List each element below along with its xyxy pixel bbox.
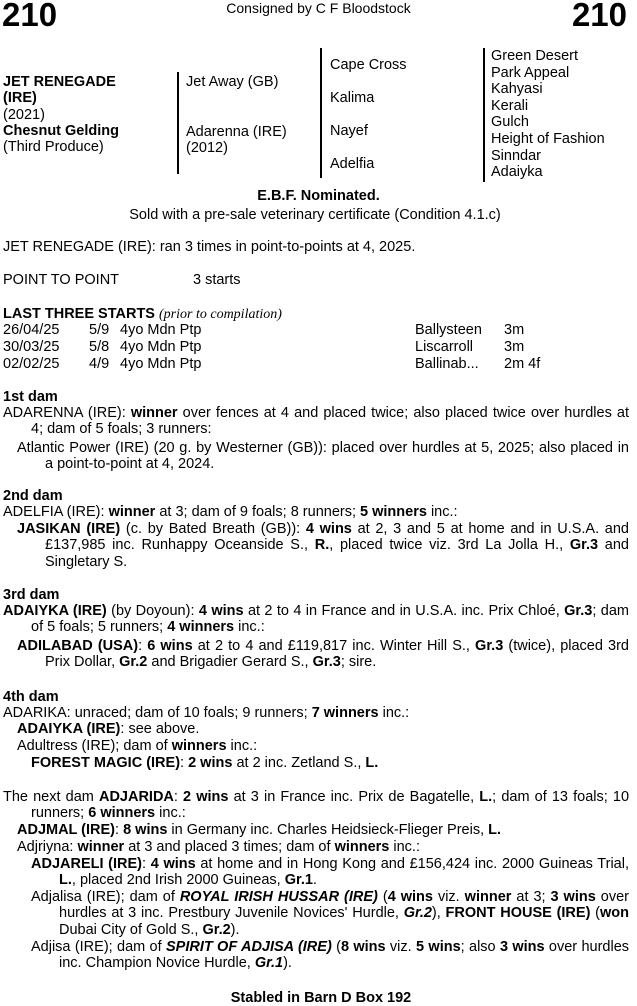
- race-summary: JET RENEGADE (IRE): ran 3 times in point-to-points at 4, 2025.: [3, 239, 416, 255]
- horse-year: (2021): [3, 106, 45, 123]
- start-course: Liscarroll: [415, 339, 474, 355]
- start-date: 26/04/25: [3, 322, 60, 338]
- dam3-heading: 3rd dam: [3, 587, 60, 603]
- footer-stabled: Stabled in Barn D Box 192: [230, 990, 412, 1006]
- horse-name: JET RENEGADE: [3, 74, 116, 90]
- start-pos: 5/8: [89, 339, 110, 355]
- start-race: 4yo Mdn Ptp: [120, 339, 202, 355]
- pedigree-gen2-1: Cape Cross: [330, 57, 407, 73]
- pedigree-gen3-3: Kahyasi: [491, 81, 543, 98]
- last-starts-note: (prior to compilation): [159, 307, 282, 322]
- horse-sex-colour: Chesnut Gelding: [3, 122, 119, 139]
- pedigree-gen3-6: Height of Fashion: [491, 130, 605, 147]
- lot-number-left: 210: [2, 0, 58, 33]
- last-starts-title: LAST THREE STARTS: [3, 306, 155, 322]
- pedigree-divider-3: [483, 48, 485, 182]
- start-pos: 4/9: [89, 356, 110, 372]
- dam4-progeny-1: ADAIYKA (IRE): see above.: [17, 721, 200, 737]
- last-starts-heading: [3, 306, 282, 323]
- pedigree-gen3-2: Park Appeal: [491, 64, 570, 81]
- dam4-heading: 4th dam: [3, 689, 59, 705]
- start-date: 02/02/25: [3, 356, 60, 372]
- next-dam-progeny-1: ADJMAL (IRE): 8 wins in Germany inc. Charles Heidsieck-Flieger Preis, L.: [17, 822, 502, 838]
- horse-info: [3, 74, 119, 155]
- start-race: 4yo Mdn Ptp: [120, 356, 202, 372]
- dam3-progeny: ADILABAD (USA): 6 wins at 2 to 4 and £119,817 inc. Winter Hill S., Gr.3 (twice), placed 3rd Prix Dollar, Gr.2 and Brigadier Gerard S., Gr.3; sire.: [17, 638, 629, 671]
- ptp-label: POINT TO POINT: [3, 272, 120, 288]
- dam4-progeny-3: FOREST MAGIC (IRE): 2 wins at 2 inc. Zetland S., L.: [31, 755, 379, 771]
- pedigree-sire: Jet Away (GB): [186, 74, 279, 90]
- ptp-value: 3 starts: [193, 272, 241, 288]
- next-dam-progeny-3: ADJARELI (IRE): 4 wins at home and in Hong Kong and £156,424 inc. 2000 Guineas Trial, L., placed 2nd Irish 2000 Guineas, Gr.1.: [31, 856, 629, 889]
- vet-certificate: Sold with a pre-sale veterinary certificate (Condition 4.1.c): [129, 207, 501, 223]
- dam2-text: ADELFIA (IRE): winner at 3; dam of 9 foals; 8 runners; 5 winners inc.:: [3, 504, 458, 520]
- pedigree-gen3-1: Green Desert: [491, 48, 579, 64]
- horse-country: (IRE): [3, 90, 37, 107]
- start-distance: 2m 4f: [504, 356, 541, 372]
- next-dam-progeny-4: Adjalisa (IRE); dam of ROYAL IRISH HUSSAR (IRE) (4 wins viz. winner at 3; 3 wins over hurdles at 3 inc. Prestbury Juvenile Novices' Hurdle, Gr.2), FRONT HOUSE (IRE) (won Dubai City of Gold S., Gr.2).: [31, 889, 629, 938]
- horse-produce: (Third Produce): [3, 139, 104, 156]
- pedigree-gen3-4: Kerali: [491, 97, 529, 114]
- start-distance: 3m: [504, 322, 525, 338]
- start-row: [0, 322, 637, 338]
- dam4-progeny-2: Adultress (IRE); dam of winners inc.:: [17, 738, 258, 754]
- pedigree-gen2-3: Nayef: [330, 123, 368, 139]
- start-race: 4yo Mdn Ptp: [120, 322, 202, 338]
- dam2-heading: 2nd dam: [3, 488, 63, 504]
- ebf-nominated: E.B.F. Nominated.: [257, 188, 380, 204]
- start-pos: 5/9: [89, 322, 110, 338]
- dam1-heading: 1st dam: [3, 389, 58, 405]
- dam2-progeny: JASIKAN (IRE) (c. by Bated Breath (GB)): 4 wins at 2, 3 and 5 at home and in U.S.A. and £137,985 inc. Runhappy Oceanside S., R., placed twice viz. 3rd La Jolla H., Gr.3 and Singletary S.: [17, 521, 629, 570]
- pedigree-gen2-4: Adelfia: [330, 156, 375, 172]
- next-dam-progeny-5: Adjisa (IRE); dam of SPIRIT OF ADJISA (IRE) (8 wins viz. 5 wins; also 3 wins over hurdles inc. Champion Novice Hurdle, Gr.1).: [31, 939, 630, 972]
- dam1-progeny: Atlantic Power (IRE) (20 g. by Westerner (GB)): placed over hurdles at 5, 2025; also placed in a point-to-point at 4, 2024.: [17, 440, 629, 473]
- pedigree-gen3-8: Adaiyka: [491, 164, 543, 181]
- pedigree-gen2-2: Kalima: [330, 90, 375, 106]
- pedigree-divider-1: [177, 72, 179, 174]
- pedigree-dam-year: (2012): [186, 140, 228, 156]
- start-course: Ballinab...: [415, 356, 479, 372]
- next-dam-text: The next dam ADJARIDA: 2 wins at 3 in France inc. Prix de Bagatelle, L.; dam of 13 foals; 10 runners; 6 winners inc.:: [3, 789, 630, 822]
- start-course: Ballysteen: [415, 322, 482, 338]
- pedigree-gen3-7: Sinndar: [491, 147, 541, 164]
- start-row: [0, 339, 637, 355]
- next-dam-progeny-2: Adjriyna: winner at 3 and placed 3 times; dam of winners inc.:: [17, 839, 420, 855]
- consignor: Consigned by C F Bloodstock: [226, 0, 411, 16]
- pedigree-dam: Adarenna (IRE): [186, 124, 287, 140]
- lot-number-right: 210: [571, 0, 627, 33]
- pedigree-gen3-5: Gulch: [491, 114, 529, 131]
- dam4-text: ADARIKA: unraced; dam of 10 foals; 9 runners; 7 winners inc.:: [3, 705, 410, 721]
- dam1-text: ADARENNA (IRE): winner over fences at 4 and placed twice; also placed twice over hurdles at 4; dam of 5 foals; 3 runners:: [3, 405, 629, 438]
- pedigree-divider-2: [320, 48, 322, 178]
- start-date: 30/03/25: [3, 339, 60, 355]
- start-row: [0, 356, 637, 372]
- pedigree-gen3: [491, 48, 605, 181]
- start-distance: 3m: [504, 339, 525, 355]
- dam3-text: ADAIYKA (IRE) (by Doyoun): 4 wins at 2 to 4 in France and in U.S.A. inc. Prix Chloé, Gr.3; dam of 5 foals; 5 runners; 4 winners inc.:: [3, 603, 629, 636]
